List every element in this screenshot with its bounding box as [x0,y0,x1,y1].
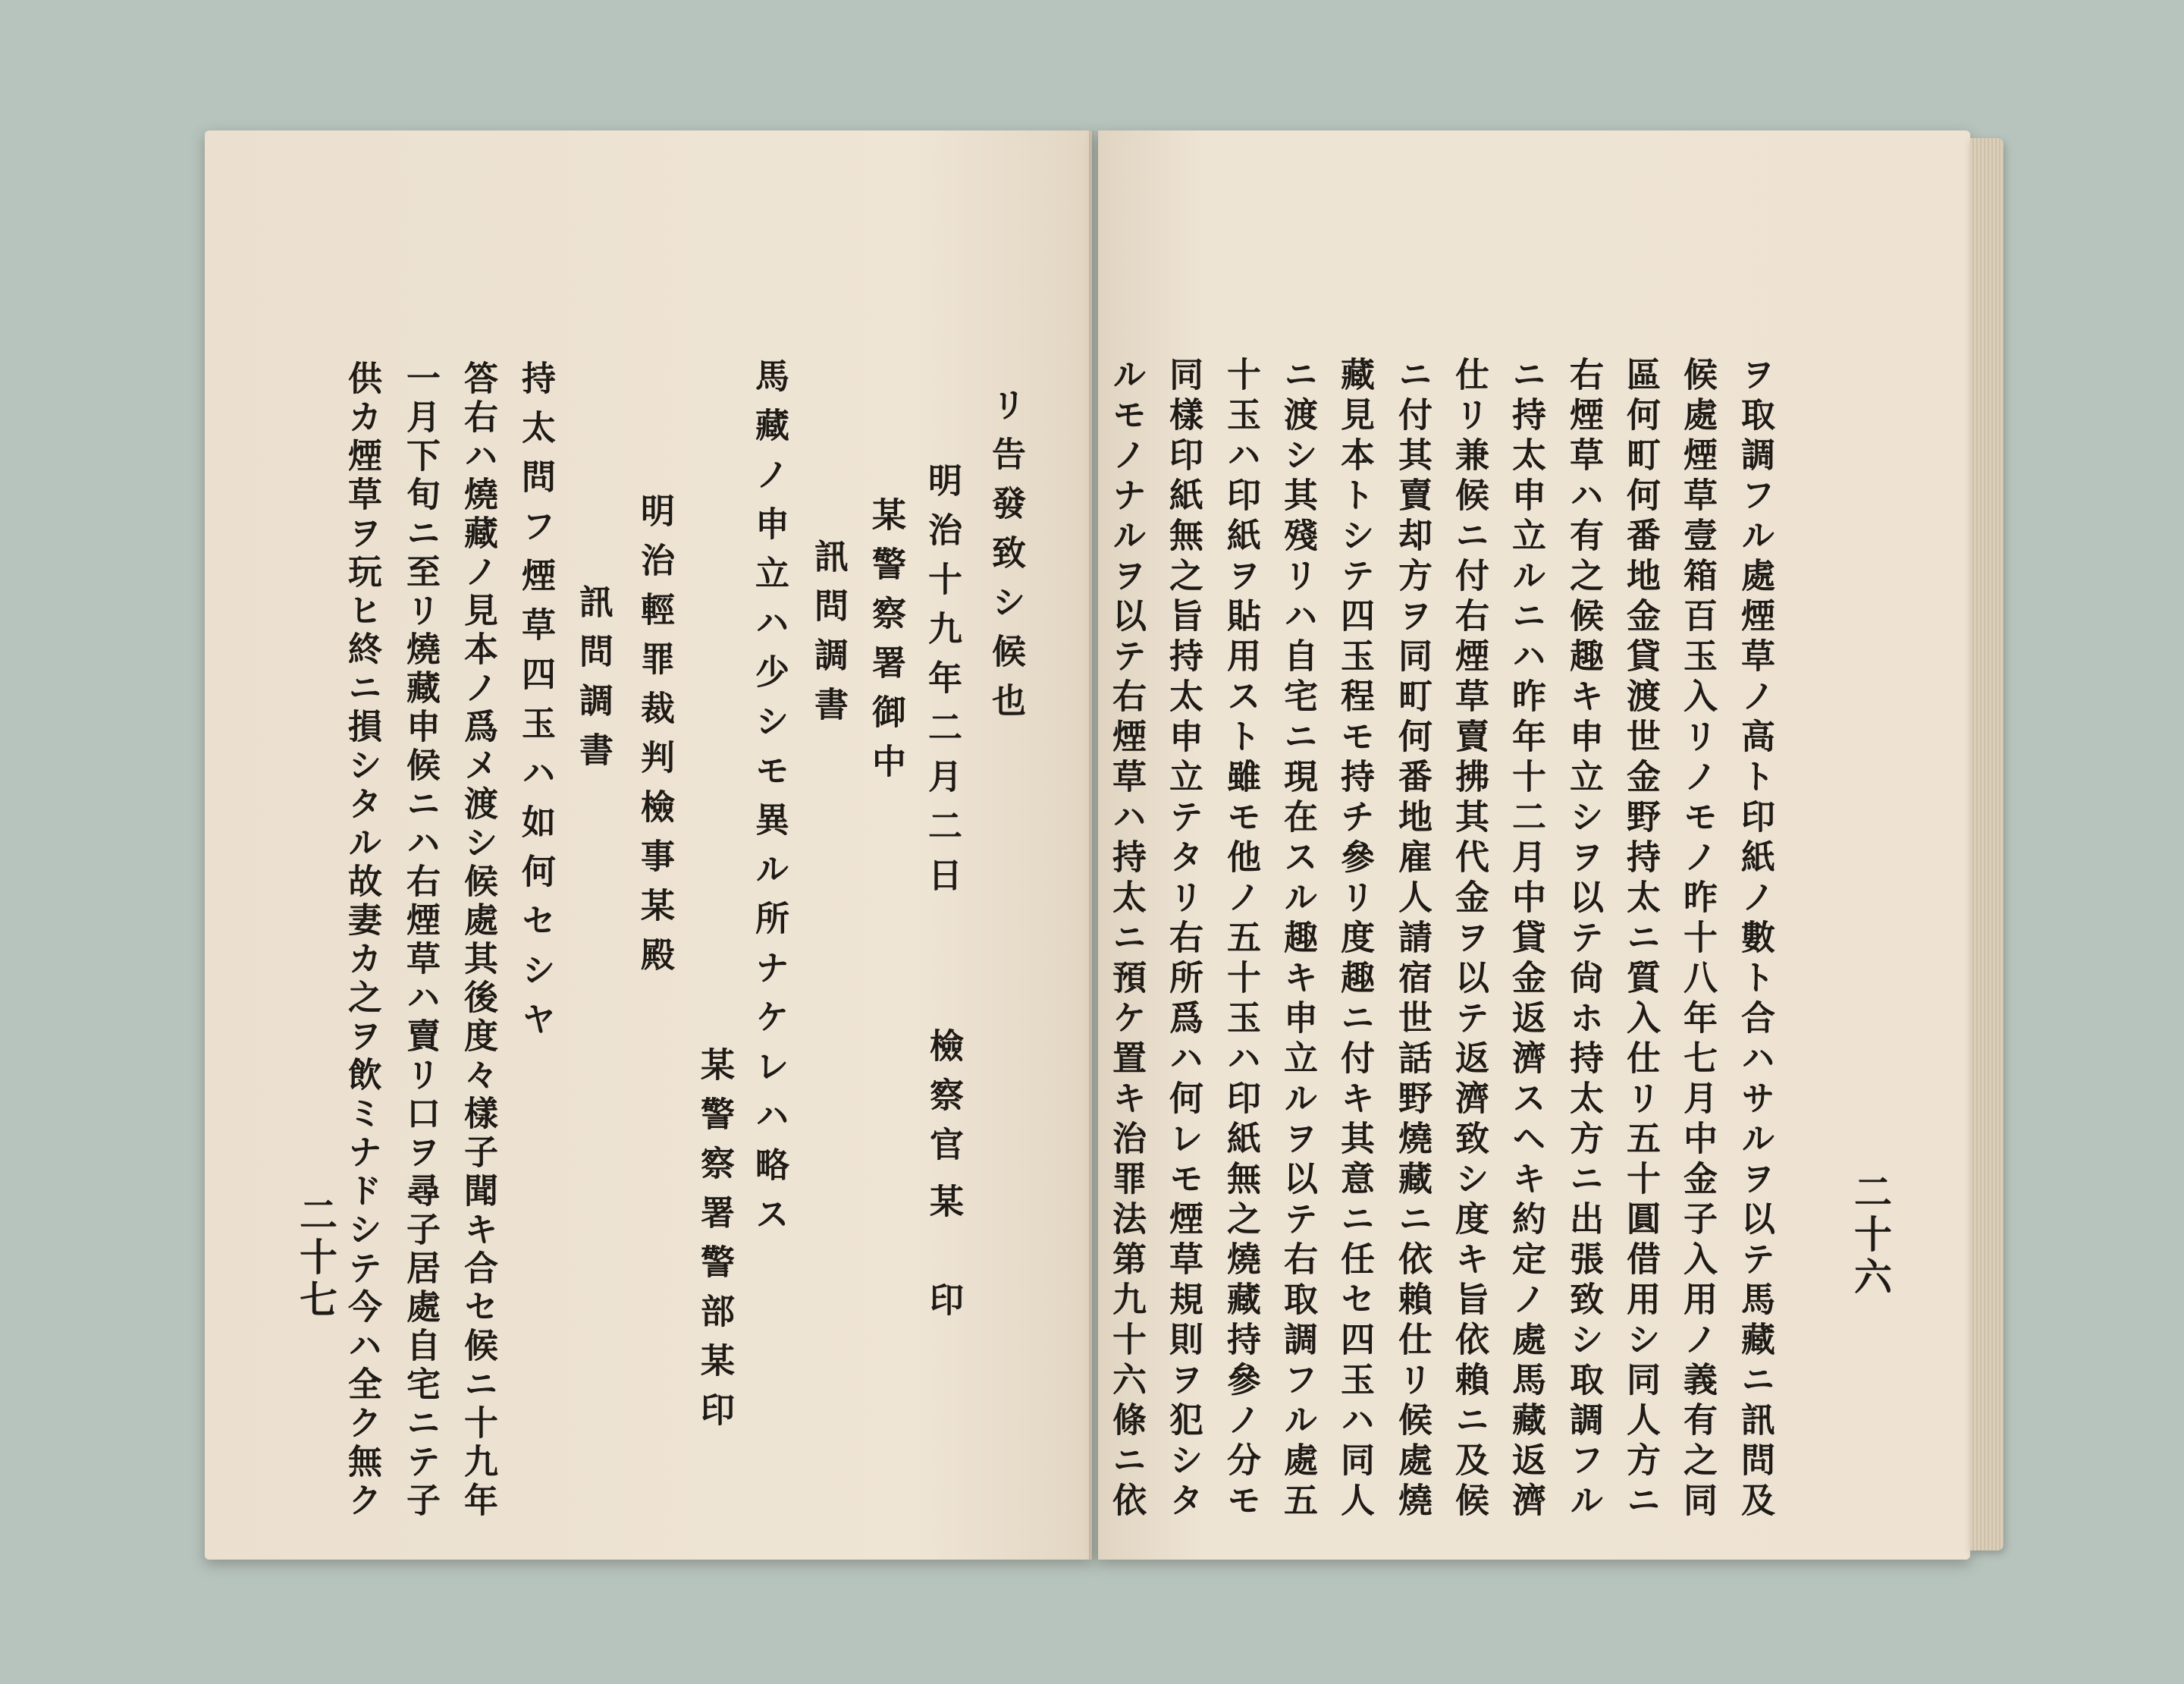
right-page-number: 二十六 [1848,1172,1893,1299]
left-column-7: 訊問調書 [573,584,613,781]
left-column-3: 某警察署御中 [866,497,906,793]
signature-bou-in: 某 印 [924,1183,964,1331]
right-column-7: ニ付其賣却方ヲ同町何番地雇人請宿世話野燒藏ニ依賴仕リ候處燒 [1392,357,1432,1522]
right-column-8: 藏見本トシテ四玉程モ持チ參リ度趣ニ付キ其意ニ任セ四玉ハ同人 [1335,357,1375,1522]
right-column-9: ニ渡シ其殘リハ自宅ニ現在スル趣キ申立ルヲ以テ右取調フル處五 [1278,357,1318,1522]
left-column-8: 持太問フ煙草四玉ハ如何セシヤ [516,360,556,1051]
left-column-10: 一月下旬ニ至リ燒藏申候ニハ右煙草ハ賣リ口ヲ尋子居處自宅ニテ子 [400,360,441,1521]
right-column-10: 十玉ハ印紙ヲ貼用スト雖モ他ノ五十玉ハ印紙無之燒藏持參ノ分モ [1221,357,1261,1522]
right-column-5: ニ持太申立ルニハ昨年十二月中貸金返濟スヘキ約定ノ處馬藏返濟 [1506,357,1546,1522]
left-column-1: リ告發致シ候也 [986,387,1026,732]
right-column-11: 同樣印紙無之旨持太申立テタリ右所爲ハ何レモ煙草規則ヲ犯シタ [1163,357,1203,1522]
left-column-11: 供カ煙草ヲ玩ヒ終ニ損シタル故妻カ之ヲ飲ミナドシテ今ハ全ク無ク [342,360,382,1521]
left-column-2: 明治十九年二月二日 [922,463,962,906]
left-page-number: 二十七 [293,1195,338,1322]
left-column-5: 馬藏ノ申立ハ少シモ異ル所ナケレハ略ス [749,358,789,1246]
signature-keisatsu-in: 某警察署警部某印 [695,1047,735,1441]
left-column-6: 明治輕罪裁判檢事某殿 [635,493,675,986]
right-column-4: 右煙草ハ有之候趣キ申立シヲ以テ尙ホ持太方ニ出張致シ取調フル [1564,357,1604,1522]
right-column-2: 候處煙草壹箱百玉入リノモノ昨十八年七月中金子入用ノ義有之同 [1677,357,1718,1522]
right-column-1: ヲ取調フル處煙草ノ高ト印紙ノ數ト合ハサルヲ以テ馬藏ニ訊問及 [1735,357,1775,1522]
left-column-9: 答右ハ燒藏ノ見本ノ爲メ渡シ候處其後度々樣子聞キ合セ候ニ十九年 [458,360,498,1521]
page-edges [1970,138,2004,1550]
signature-kensatsukan: 檢察官 [924,1028,964,1176]
right-column-3: 區何町何番地金貸渡世金野持太ニ質入仕リ五十圓借用シ同人方ニ [1621,357,1661,1522]
left-column-4: 訊問調書 [808,539,849,736]
right-column-12: ルモノナルヲ以テ右煙草ハ持太ニ預ケ置キ治罪法第九十六條ニ依 [1106,357,1147,1522]
right-column-6: 仕リ兼候ニ付右煙草賣拂其代金ヲ以テ返濟致シ度キ旨依賴ニ及候 [1449,357,1489,1522]
